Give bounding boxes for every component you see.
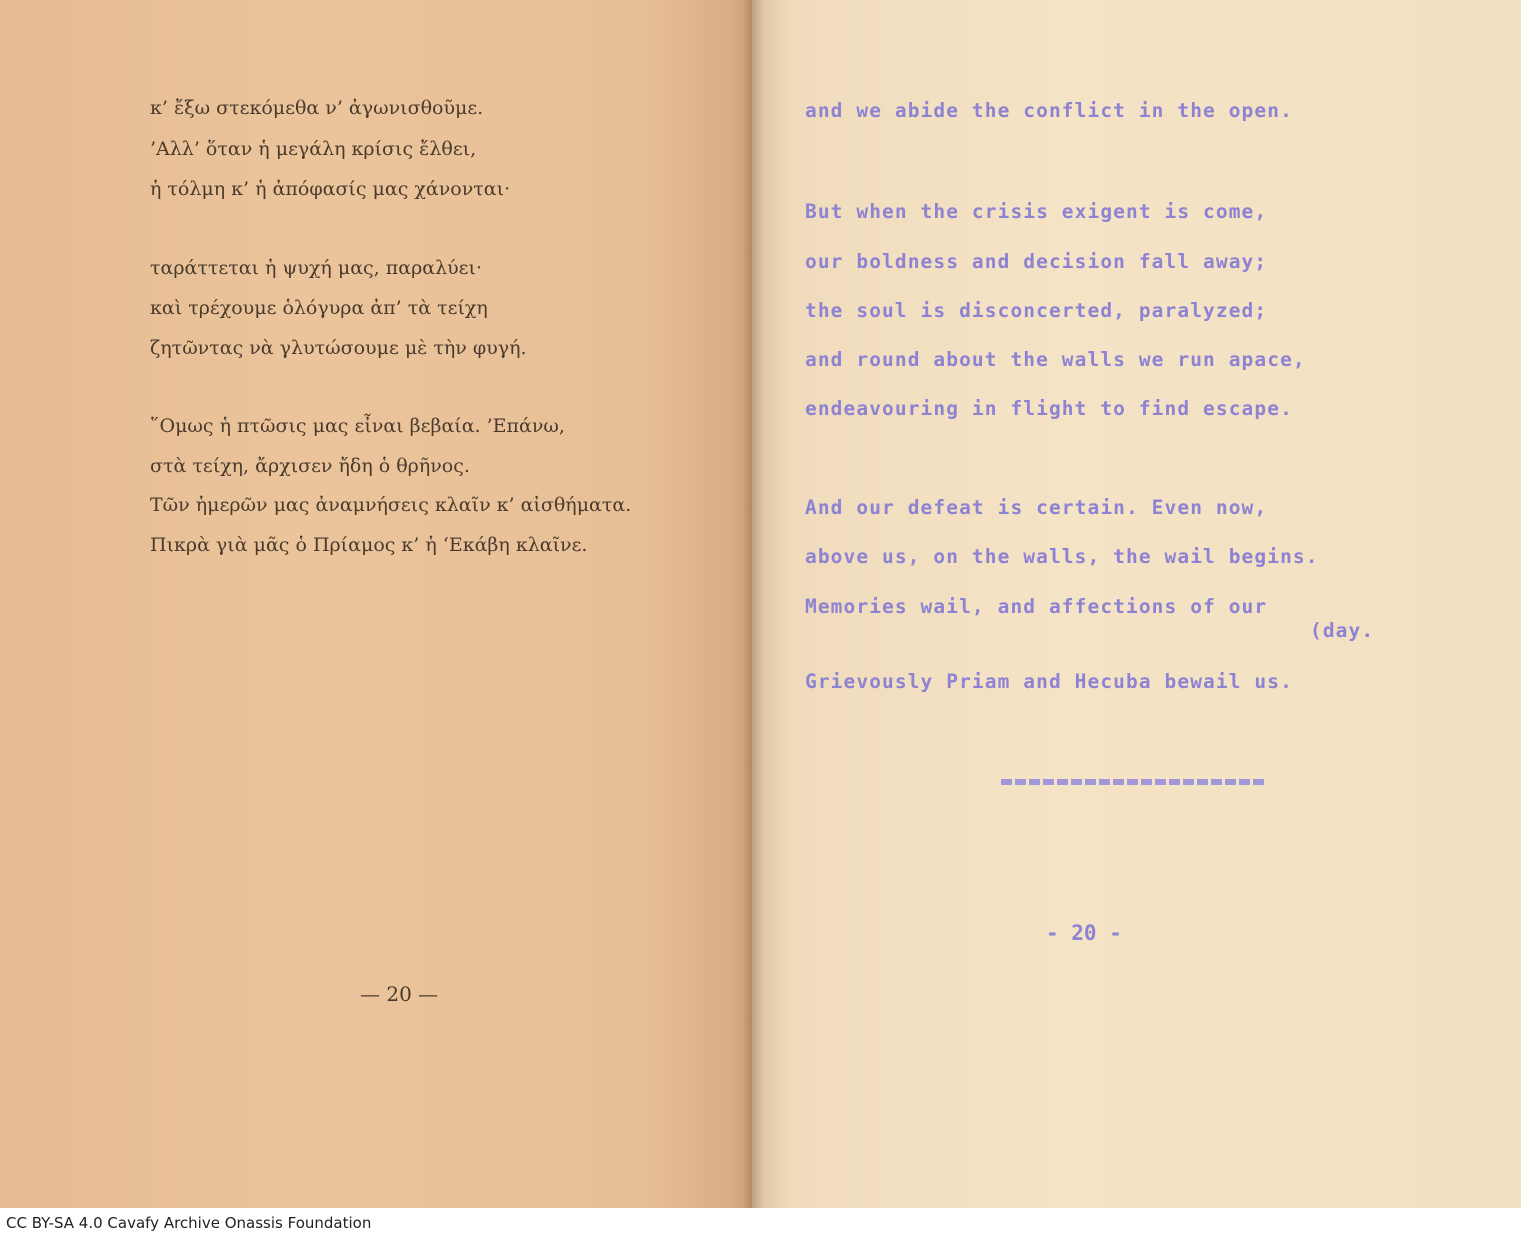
- english-line-2: But when the crisis exigent is come,: [805, 200, 1268, 223]
- left-page: [0, 0, 752, 1208]
- license-credit: CC BY-SA 4.0 Cavafy Archive Onassis Foundation: [6, 1214, 372, 1232]
- english-line-9: Memories wail, and affections of our: [805, 595, 1268, 618]
- greek-line-4: ταράττεται ἡ ψυχή μας, παραλύει·: [150, 257, 482, 279]
- greek-line-9: Τῶν ἡμερῶν μας ἀναμνήσεις κλαῖν κ’ αἰσθήματα.: [150, 494, 632, 516]
- greek-line-6: ζητῶντας νὰ γλυτώσουμε μὲ τὴν φυγή.: [150, 337, 527, 359]
- typed-dash-rule: [1001, 779, 1265, 785]
- english-line-10: Grievously Priam and Hecuba bewail us.: [805, 670, 1293, 693]
- greek-line-1: κ’ ἔξω στεκόμεθα ν’ ἀγωνισθοῦμε.: [150, 97, 484, 119]
- right-page-number: - 20 -: [1046, 921, 1122, 945]
- greek-line-5: καὶ τρέχουμε ὁλόγυρα ἀπ’ τὰ τείχη: [150, 297, 488, 319]
- english-line-4: the soul is disconcerted, paralyzed;: [805, 299, 1268, 322]
- english-line-3: our boldness and decision fall away;: [805, 250, 1268, 273]
- greek-line-7: ῞Ομως ἡ πτῶσις μας εἶναι βεβαία. ’Επάνω,: [150, 415, 565, 437]
- greek-line-2: ’Αλλ’ ὅταν ἡ μεγάλη κρίσις ἔλθει,: [150, 138, 477, 160]
- english-line-8: above us, on the walls, the wail begins.: [805, 545, 1319, 568]
- book-gutter: [742, 0, 764, 1208]
- greek-line-8: στὰ τείχη, ἄρχισεν ἤδη ὁ θρῆνος.: [150, 455, 470, 477]
- english-line-6: endeavouring in flight to find escape.: [805, 397, 1293, 420]
- english-line-9-turnover: (day.: [1310, 619, 1375, 642]
- english-line-1: and we abide the conflict in the open.: [805, 99, 1293, 122]
- english-line-7: And our defeat is certain. Even now,: [805, 496, 1268, 519]
- english-line-5: and round about the walls we run apace,: [805, 348, 1306, 371]
- greek-line-3: ἡ τόλμη κ’ ἡ ἀπόφασίς μας χάνονται·: [150, 178, 511, 200]
- greek-line-10: Πικρὰ γιὰ μᾶς ὁ Πρίαμος κ’ ἡ ‘Εκάβη κλαῖνε.: [150, 534, 588, 556]
- left-page-number: — 20 —: [360, 982, 439, 1006]
